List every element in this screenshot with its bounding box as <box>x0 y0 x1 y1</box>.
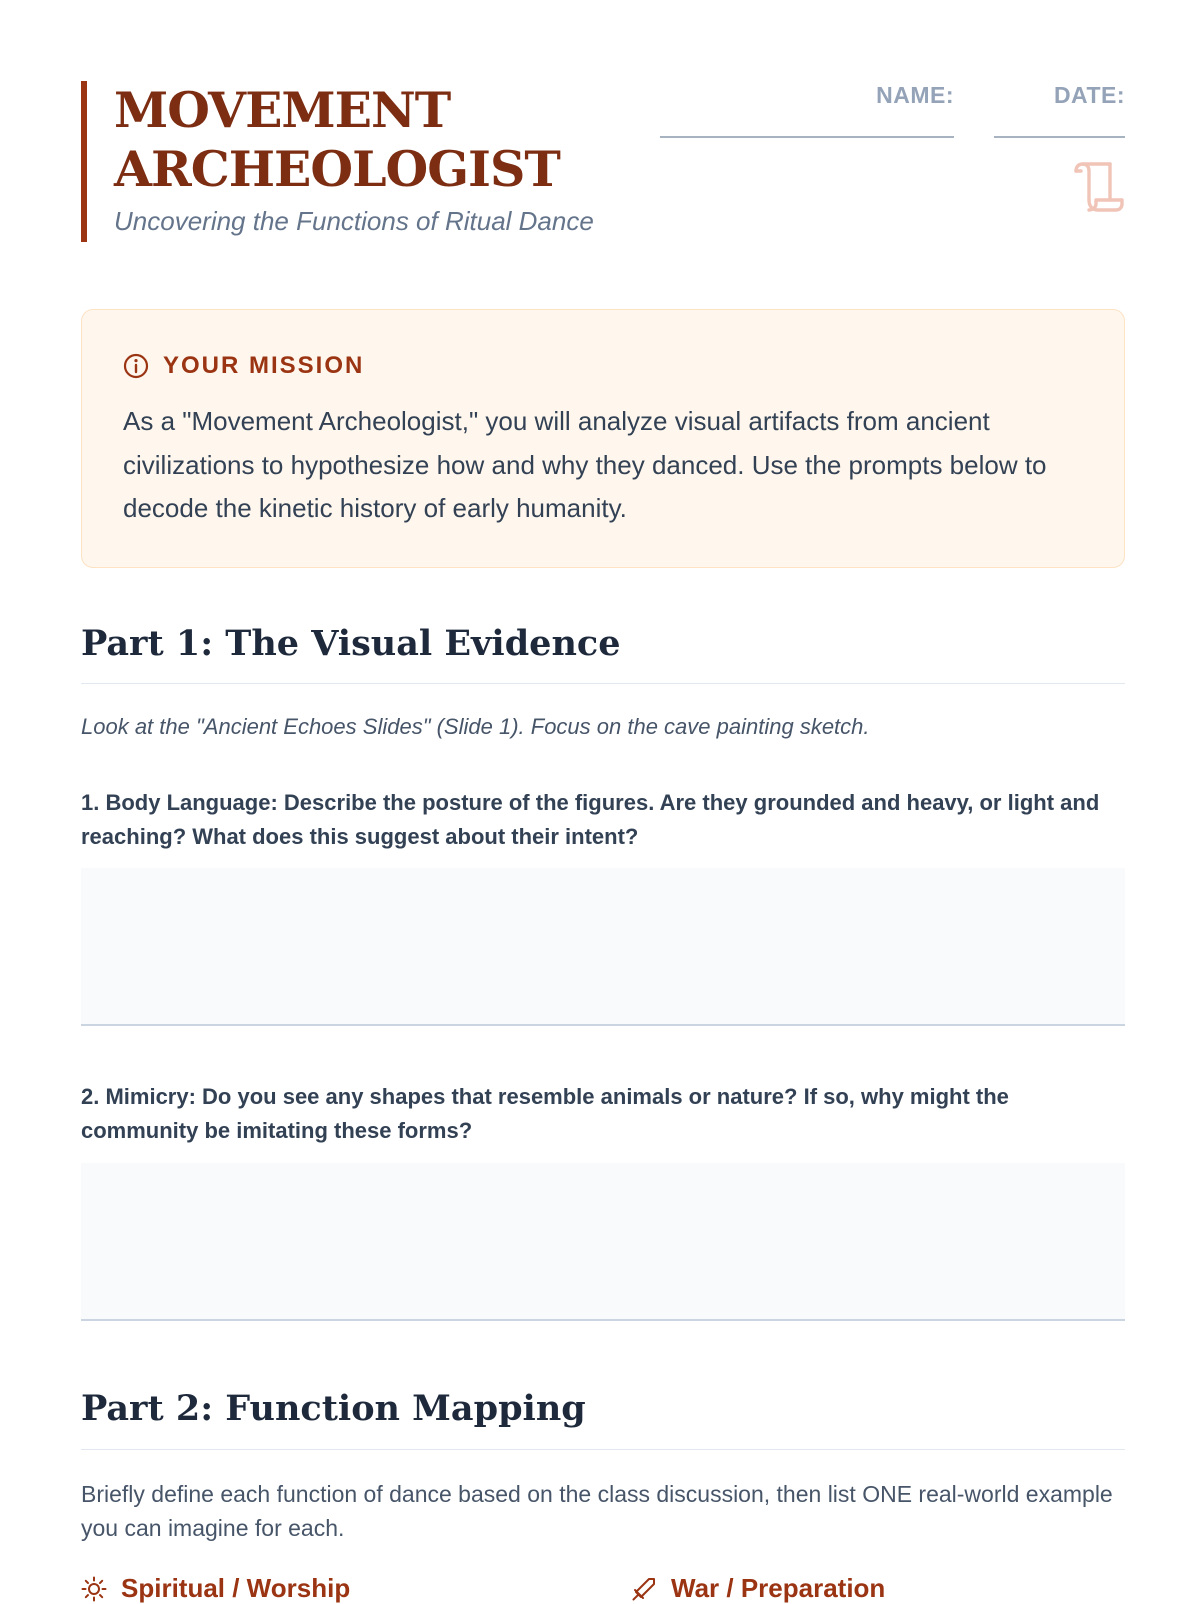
scroll-icon <box>1070 162 1124 212</box>
function-war <box>631 1573 885 1604</box>
date-input-line[interactable] <box>994 136 1125 138</box>
part1-divider <box>81 683 1125 684</box>
function-spiritual-label: Spiritual / Worship <box>121 1573 351 1603</box>
part1-title: Part 1: The Visual Evidence <box>81 623 621 664</box>
title-line-2: ARCHEOLOGIST <box>114 140 560 198</box>
date-field <box>994 82 1125 109</box>
function-spiritual <box>81 1573 350 1604</box>
part2-title: Part 2: Function Mapping <box>81 1388 586 1429</box>
name-label: NAME: <box>876 82 954 108</box>
name-input-line[interactable] <box>660 136 954 138</box>
part1-instruction: Look at the "Ancient Echoes Slides" (Slide 1). Focus on the cave painting sketch. <box>81 714 870 739</box>
name-field <box>660 82 954 109</box>
mission-text: As a "Movement Archeologist," you will analyze visual artifacts from ancient civilizations to hypothesize how and why they danced. Use the prompts below to decode the kinetic history of early humanity. <box>123 406 1047 523</box>
date-label: DATE: <box>1053 82 1125 108</box>
info-icon <box>123 353 149 379</box>
part2-text: Briefly define each function of dance based on the class discussion, then list ONE real-world example you can imagine for each. <box>81 1481 1113 1541</box>
mission-box <box>81 309 1125 568</box>
answer-box-2[interactable] <box>81 1163 1125 1321</box>
answer-box-1[interactable] <box>81 868 1125 1026</box>
mission-title: YOUR MISSION <box>163 352 365 379</box>
mission-header <box>123 352 364 380</box>
question-1: 1. Body Language: Describe the posture of the figures. Are they grounded and heavy, or light and reaching? What does this suggest about their intent? <box>81 790 1100 849</box>
sun-icon <box>81 1576 107 1602</box>
title-line-1: MOVEMENT <box>114 81 451 139</box>
question-2: 2. Mimicry: Do you see any shapes that resemble animals or nature? If so, why might the community be imitating these forms? <box>81 1084 1009 1143</box>
title-block <box>81 81 641 242</box>
page-title <box>114 81 641 199</box>
part2-divider <box>81 1449 1125 1450</box>
page-subtitle: Uncovering the Functions of Ritual Dance <box>114 206 594 236</box>
sword-icon <box>631 1576 657 1602</box>
function-war-label: War / Preparation <box>671 1573 886 1603</box>
